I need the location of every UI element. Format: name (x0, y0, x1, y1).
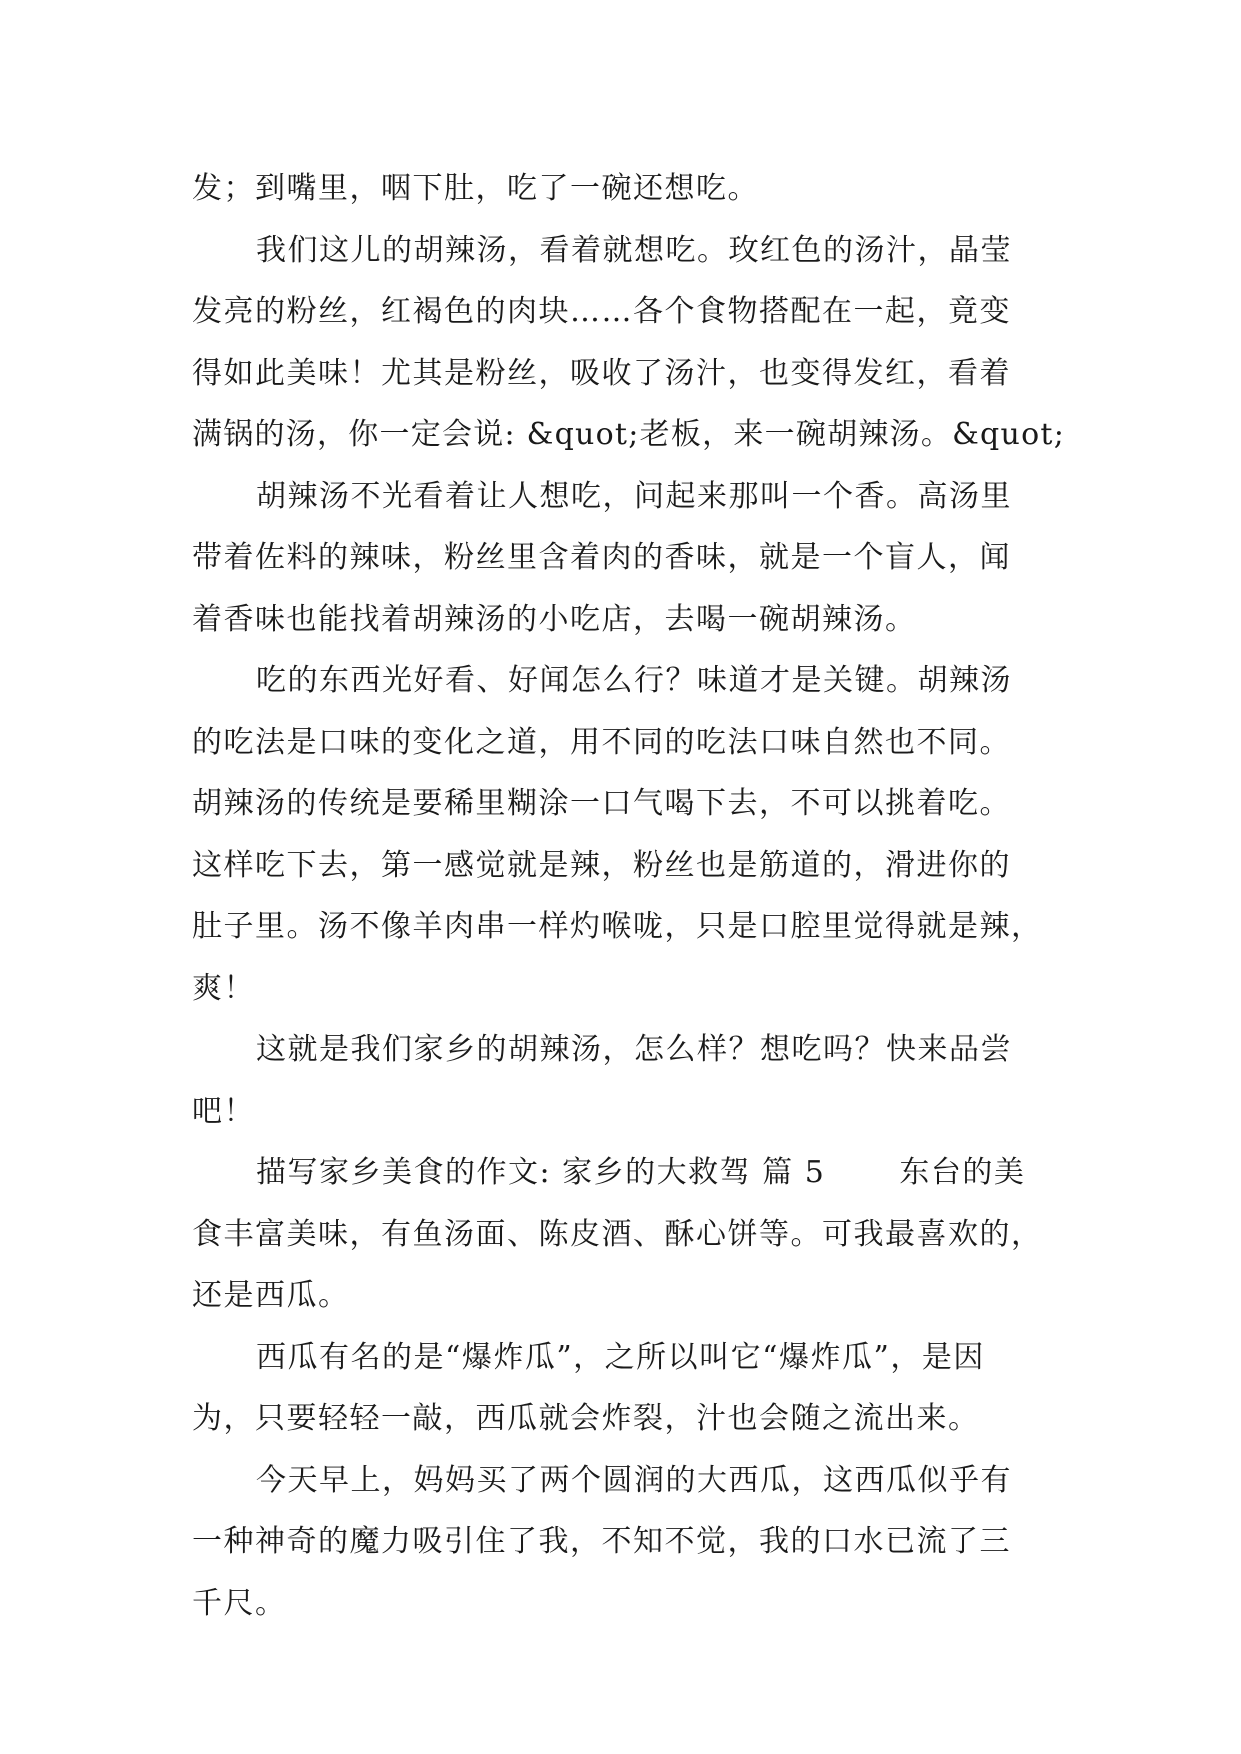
text-line: 发亮的粉丝，红褐色的肉块……各个食物搭配在一起，竟变 (192, 294, 1011, 329)
text-line: 一种神奇的魔力吸引住了我，不知不觉，我的口水已流了三 (192, 1524, 1011, 1559)
text-line: 的吃法是口味的变化之道，用不同的吃法口味自然也不同。 (192, 724, 1011, 760)
text-line: 这就是我们家乡的胡辣汤，怎么样？想吃吗？快来品尝 (256, 1032, 1012, 1067)
text-line: 这样吃下去，第一感觉就是辣，粉丝也是筋道的，滑进你的 (192, 847, 1011, 883)
text-line: 吃的东西光好看、好闻怎么行？味道才是关键。胡辣汤 (256, 663, 1012, 698)
article-body (192, 158, 1072, 1634)
text-line: 西瓜有名的是“爆炸瓜”，之所以叫它“爆炸瓜”，是因 (256, 1339, 985, 1375)
text-line: 得如此美味！尤其是粉丝，吸收了汤汁，也变得发红，看着 (192, 355, 1011, 391)
text-line: 我们这儿的胡辣汤，看着就想吃。玫红色的汤汁，晶莹 (256, 232, 1012, 268)
text-line: 千尺。 (192, 1585, 287, 1621)
text-line: 满锅的汤，你一定会说: &quot;老板，来一碗胡辣汤。&quot; (192, 417, 1066, 452)
text-line: 还是西瓜。 (192, 1278, 350, 1313)
text-line: 带着佐料的辣味，粉丝里含着肉的香味，就是一个盲人，闻 (192, 540, 1011, 575)
text-line: 爽！ (192, 970, 255, 1006)
text-line: 肚子里。汤不像羊肉串一样灼喉咙，只是口腔里觉得就是辣， (192, 909, 1043, 944)
text-line: 吧！ (192, 1093, 255, 1129)
text-line: 胡辣汤的传统是要稀里糊涂一口气喝下去，不可以挑着吃。 (192, 786, 1011, 821)
text-line: 食丰富美味，有鱼汤面、陈皮酒、酥心饼等。可我最喜欢的， (192, 1216, 1043, 1252)
text-line: 着香味也能找着胡辣汤的小吃店，去喝一碗胡辣汤。 (192, 601, 917, 637)
text-line: 今天早上，妈妈买了两个圆润的大西瓜，这西瓜似乎有 (256, 1462, 1012, 1498)
text-line: 描写家乡美食的作文: 家乡的大救驾 篇 5 东台的美 (256, 1155, 1026, 1190)
text-line: 胡辣汤不光看着让人想吃，问起来那叫一个香。高汤里 (256, 478, 1012, 514)
text-line: 发；到嘴里，咽下肚，吃了一碗还想吃。 (192, 171, 759, 206)
text-line: 为，只要轻轻一敲，西瓜就会炸裂，汁也会随之流出来。 (192, 1401, 980, 1436)
